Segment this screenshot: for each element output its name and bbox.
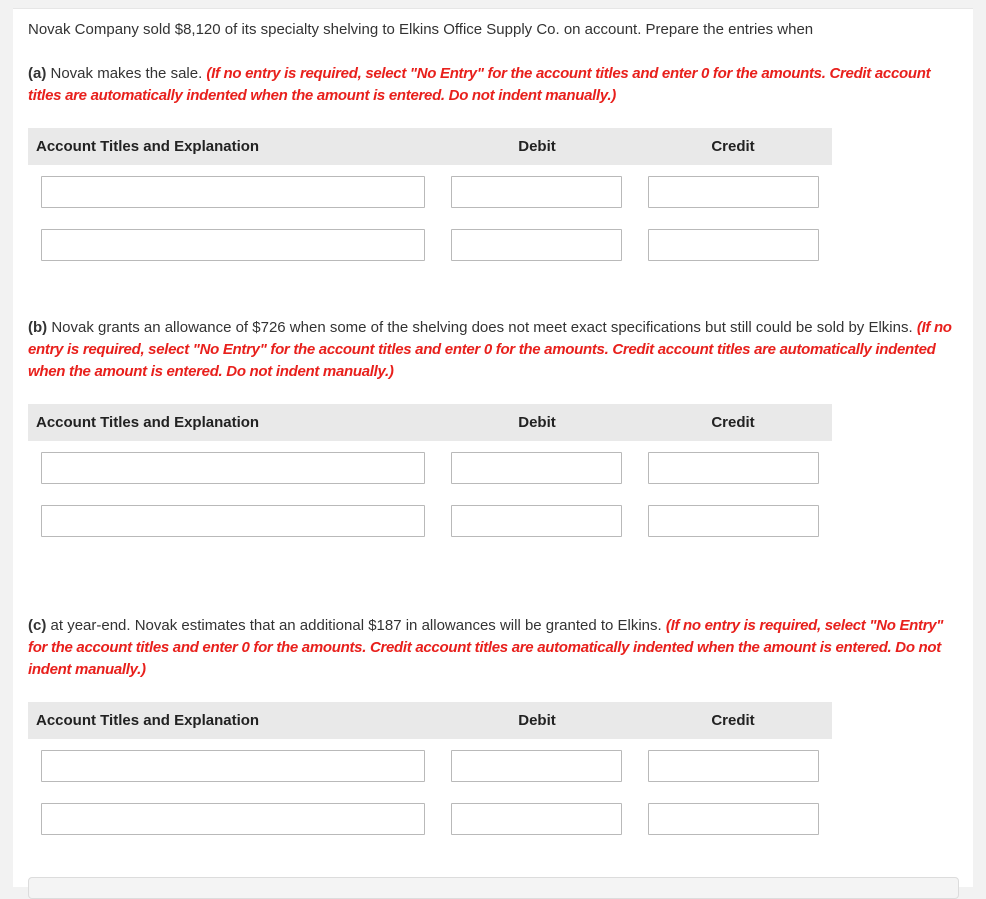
part-b-prompt [28, 317, 963, 383]
next-section-box [28, 877, 959, 899]
journal-row [28, 441, 832, 494]
debit-header: Debit [518, 712, 556, 729]
debit-amount-input[interactable] [451, 176, 622, 208]
credit-amount-input[interactable] [648, 452, 819, 484]
credit-header: Credit [711, 712, 755, 729]
debit-amount-input[interactable] [451, 229, 622, 261]
part-c-text: at year-end. Novak estimates that an additional $187 in allowances will be granted to Elkins. [46, 617, 666, 634]
journal-table-header [28, 404, 832, 441]
journal-table-b [28, 404, 832, 547]
debit-header: Debit [518, 414, 556, 431]
debit-amount-input[interactable] [451, 803, 622, 835]
account-title-input[interactable] [41, 452, 425, 484]
journal-table-header [28, 128, 832, 165]
debit-amount-input[interactable] [451, 750, 622, 782]
part-a-instruction: (If no entry is required, select "No Entry" for the account titles and enter 0 for the amounts. Credit account titles are automatically indented when the amount is entered. Do not indent manually.) [28, 65, 931, 104]
debit-header: Debit [518, 138, 556, 155]
journal-table-a [28, 128, 832, 271]
part-a-prompt [28, 63, 963, 107]
part-a-text: Novak makes the sale. [46, 65, 207, 82]
credit-header: Credit [711, 414, 755, 431]
part-b-text: Novak grants an allowance of $726 when some of the shelving does not meet exact specifications but still could be sold by Elkins. [47, 319, 917, 336]
debit-amount-input[interactable] [451, 505, 622, 537]
journal-row [28, 739, 832, 792]
credit-amount-input[interactable] [648, 505, 819, 537]
journal-row [28, 494, 832, 547]
journal-row [28, 218, 832, 271]
account-titles-header: Account Titles and Explanation [36, 414, 260, 431]
journal-table-c [28, 702, 832, 845]
account-title-input[interactable] [41, 176, 425, 208]
problem-statement: Novak Company sold $8,120 of its specialty shelving to Elkins Office Supply Co. on account. Prepare the entries when [28, 21, 814, 38]
journal-row [28, 165, 832, 218]
part-b-label: (b) [28, 319, 48, 336]
part-c-prompt [28, 615, 963, 681]
account-title-input[interactable] [41, 505, 425, 537]
credit-amount-input[interactable] [648, 803, 819, 835]
journal-row [28, 792, 832, 845]
account-title-input[interactable] [41, 229, 425, 261]
part-c-label: (c) [28, 617, 47, 634]
part-b-instruction: (If no entry is required, select "No Entry" for the account titles and enter 0 for the amounts. Credit account titles are automatically indented when the amount is entered. Do not indent manually.) [28, 319, 952, 380]
account-title-input[interactable] [41, 750, 425, 782]
account-titles-header: Account Titles and Explanation [36, 138, 260, 155]
part-a-label: (a) [28, 65, 47, 82]
credit-amount-input[interactable] [648, 229, 819, 261]
question-panel [13, 8, 973, 887]
credit-header: Credit [711, 138, 755, 155]
journal-table-header [28, 702, 832, 739]
credit-amount-input[interactable] [648, 750, 819, 782]
account-title-input[interactable] [41, 803, 425, 835]
debit-amount-input[interactable] [451, 452, 622, 484]
part-c-instruction: (If no entry is required, select "No Entry" for the account titles and enter 0 for the amounts. Credit account titles are automatically indented when the amount is entered. Do not indent manually.) [28, 617, 944, 678]
credit-amount-input[interactable] [648, 176, 819, 208]
account-titles-header: Account Titles and Explanation [36, 712, 260, 729]
